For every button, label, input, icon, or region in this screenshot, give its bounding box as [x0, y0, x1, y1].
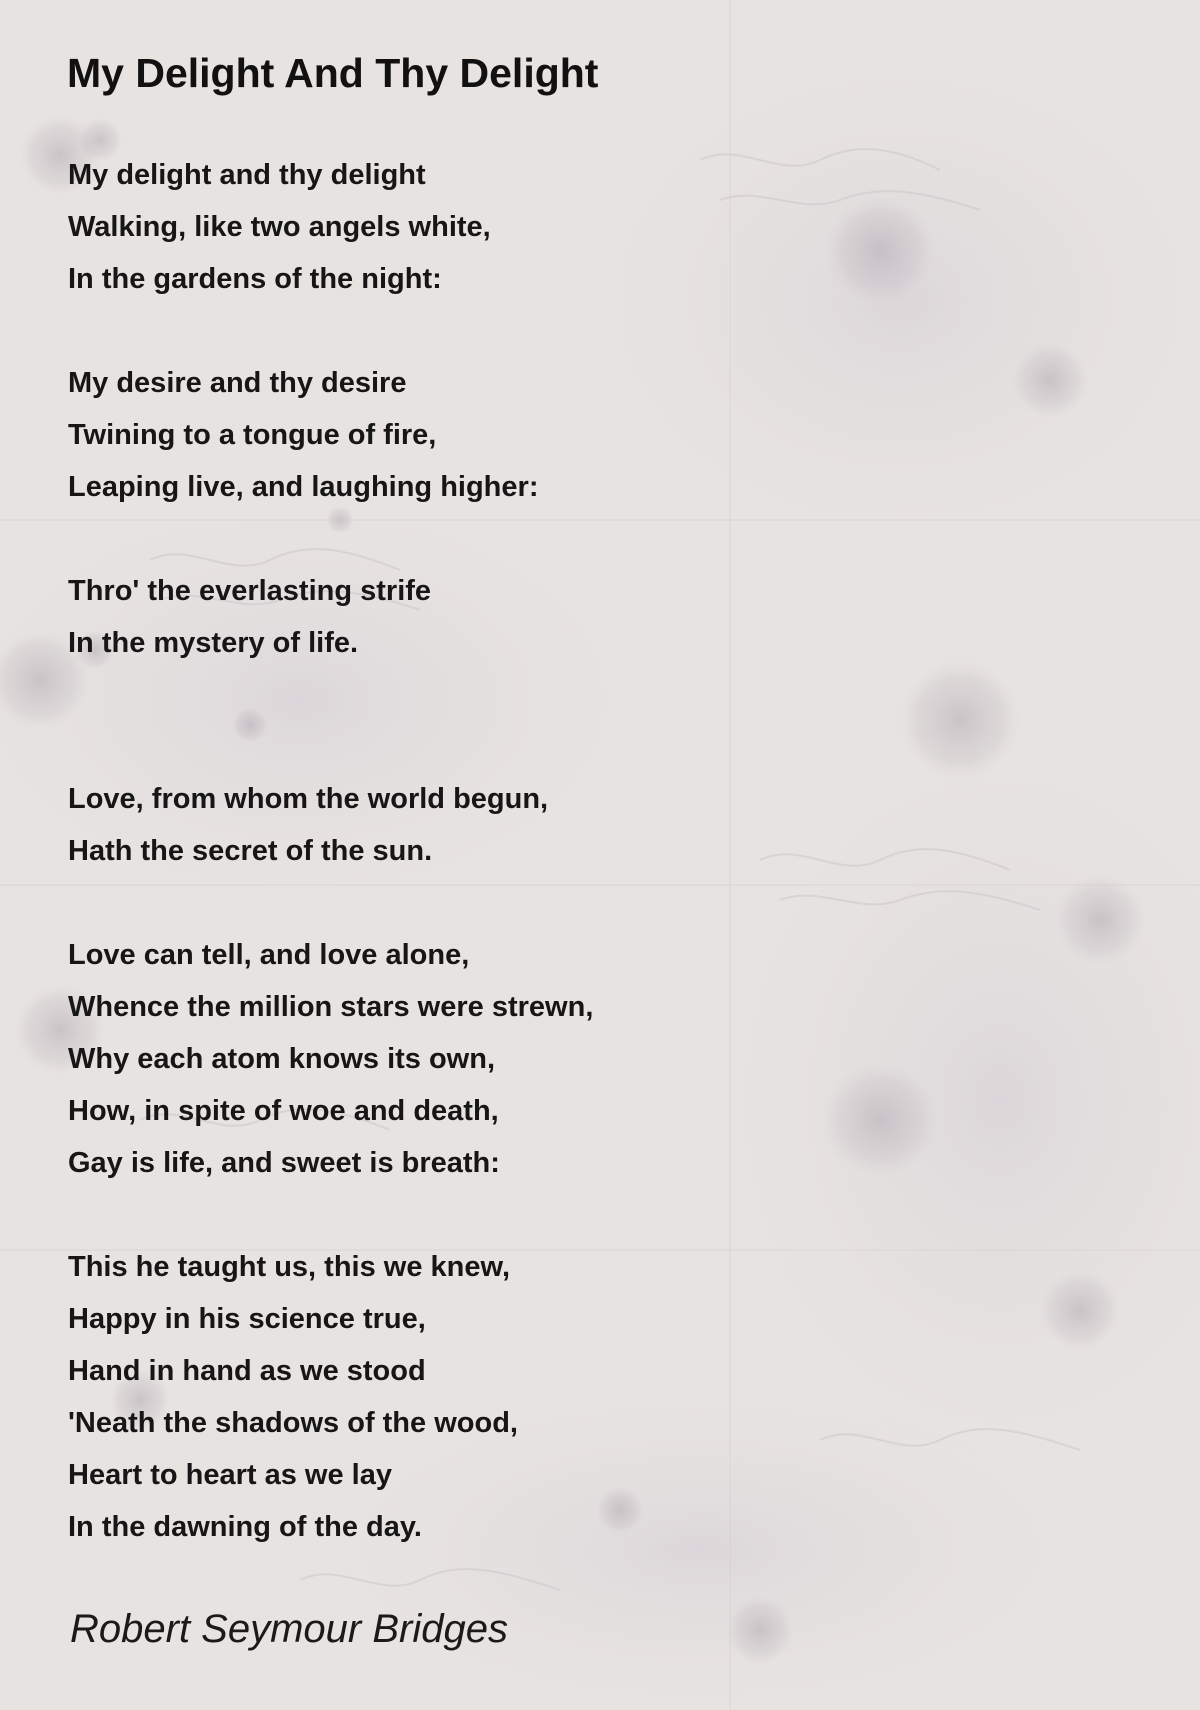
- stanza-break: [68, 883, 593, 935]
- poem-line: In the dawning of the day.: [68, 1511, 422, 1543]
- poem-line: Hand in hand as we stood: [68, 1355, 426, 1387]
- poem-line: Happy in his science true,: [68, 1303, 426, 1335]
- poem-line: Whence the million stars were strewn,: [68, 991, 594, 1023]
- poem-line: Love, from whom the world begun,: [68, 783, 549, 815]
- poem-line: Thro' the everlasting strife: [68, 575, 432, 607]
- poem-author: Robert Seymour Bridges: [70, 1607, 508, 1651]
- poem-line: Why each atom knows its own,: [68, 1043, 496, 1075]
- poem-line: 'Neath the shadows of the wood,: [68, 1407, 518, 1439]
- poem-line: Walking, like two angels white,: [68, 211, 491, 243]
- poem-line: Leaping live, and laughing higher:: [68, 471, 539, 503]
- poem-line: How, in spite of woe and death,: [68, 1095, 499, 1127]
- poem-line: Heart to heart as we lay: [68, 1459, 392, 1491]
- poem-line: Twining to a tongue of fire,: [68, 419, 437, 451]
- stanza-break: [68, 1195, 593, 1247]
- poem-line: Love can tell, and love alone,: [68, 939, 470, 971]
- poem-line: Gay is life, and sweet is breath:: [68, 1147, 500, 1179]
- poem-body: [68, 155, 593, 1559]
- poem-title: My Delight And Thy Delight: [67, 50, 599, 96]
- stanza-break: [68, 311, 593, 363]
- stanza-break: [68, 675, 593, 727]
- poem-line: This he taught us, this we knew,: [68, 1251, 511, 1283]
- stanza-break: [68, 727, 593, 779]
- poem-line: In the mystery of life.: [68, 627, 359, 659]
- stanza-break: [68, 519, 593, 571]
- poem-line: Hath the secret of the sun.: [68, 835, 433, 867]
- poem-line: My desire and thy desire: [68, 367, 407, 399]
- poem-line: In the gardens of the night:: [68, 263, 442, 295]
- poem-line: My delight and thy delight: [68, 159, 426, 191]
